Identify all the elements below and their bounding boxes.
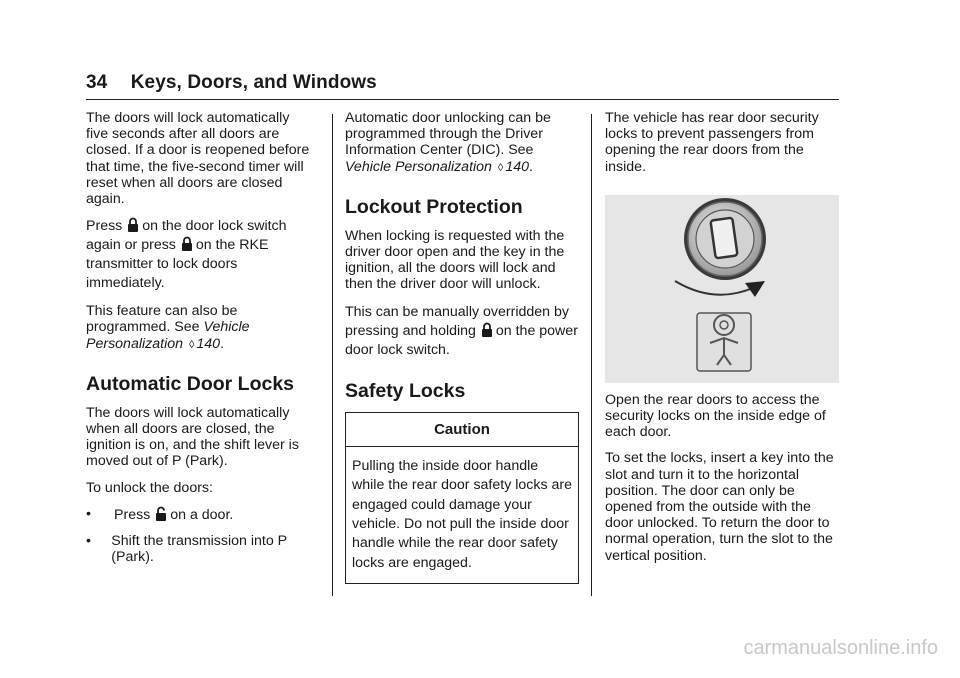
page-ref-icon: ◊ — [497, 161, 504, 174]
paragraph: The doors will lock automatically when all doors are closed, the ignition is on, and the shift lever is moved out of P (Park). — [86, 404, 299, 470]
column-divider-1 — [332, 114, 333, 596]
watermark: carmanualsonline.info — [743, 637, 938, 659]
section-heading-automatic-door-locks: Automatic Door Locks — [86, 372, 295, 395]
cross-reference-link[interactable]: Vehicle Personalization — [345, 158, 492, 175]
safety-lock-illustration — [605, 195, 839, 383]
unlock-icon — [155, 506, 167, 522]
caution-box — [345, 412, 579, 585]
paragraph: The doors will lock automatically five seconds after all doors are closed. If a door is reopened before that time, the five-second timer will reset when all doors are closed again. — [86, 110, 310, 208]
column-2 — [345, 110, 579, 584]
paragraph: To set the locks, insert a key into the slot and turn it to the horizontal position. The door can only be opened from the outside with the door unlocked. To return the door to normal operation, turn the slot to the vertical position. — [605, 450, 834, 564]
caution-body: Pulling the inside door handle while the rear door safety locks are engaged could damage your vehicle. Do not pull the inside door handle while the rear door safety locks are engaged. — [352, 457, 573, 571]
bullet-dot: • — [86, 533, 91, 550]
column-1 — [86, 110, 312, 575]
bullet-dot: • — [86, 505, 91, 522]
paragraph: Open the rear doors to access the security locks on the inside edge of each door. — [605, 391, 826, 441]
list-item: • Shift the transmission into P (Park). — [86, 533, 287, 566]
header-rule — [86, 99, 839, 100]
paragraph: When locking is requested with the driver door open and the key in the ignition, all the doors will lock and then the driver door will unlock. — [345, 227, 565, 293]
page-ref-number[interactable]: 140 — [196, 335, 221, 352]
paragraph: This can be manually overridden by pressing and holding on the power door lock switch. — [345, 303, 578, 358]
page-title: Keys, Doors, and Windows — [130, 72, 377, 93]
list-item: • Press on a door. — [86, 505, 234, 523]
lock-icon — [127, 217, 139, 233]
column-3 — [605, 110, 839, 574]
section-heading-safety-locks: Safety Locks — [345, 379, 466, 402]
caution-title: Caution — [346, 413, 578, 447]
page-header — [86, 72, 377, 94]
column-divider-2 — [591, 114, 592, 596]
paragraph: This feature can also be programmed. See Vehicle Personalization ◊ 140. — [86, 303, 250, 352]
paragraph: Automatic door unlocking can be programmed through the Driver Information Center (DIC). See Vehicle Personalization ◊ 140. — [345, 110, 551, 175]
section-heading-lockout-protection: Lockout Protection — [345, 195, 523, 218]
paragraph: The vehicle has rear door security locks to prevent passengers from opening the rear doors from the inside. — [605, 110, 819, 175]
safety-lock-diagram — [605, 195, 839, 383]
lock-icon — [481, 322, 493, 338]
paragraph: To unlock the doors: — [86, 479, 213, 496]
page-ref-number[interactable]: 140 — [505, 158, 530, 175]
lock-icon — [181, 236, 193, 252]
page-ref-icon: ◊ — [188, 338, 195, 351]
cross-reference-link[interactable]: Vehicle Personalization — [86, 319, 250, 352]
paragraph: Press on the door lock switch again or press on the RKE transmitter to lock doors immediately. — [86, 218, 287, 292]
page-number: 34 — [86, 72, 108, 93]
